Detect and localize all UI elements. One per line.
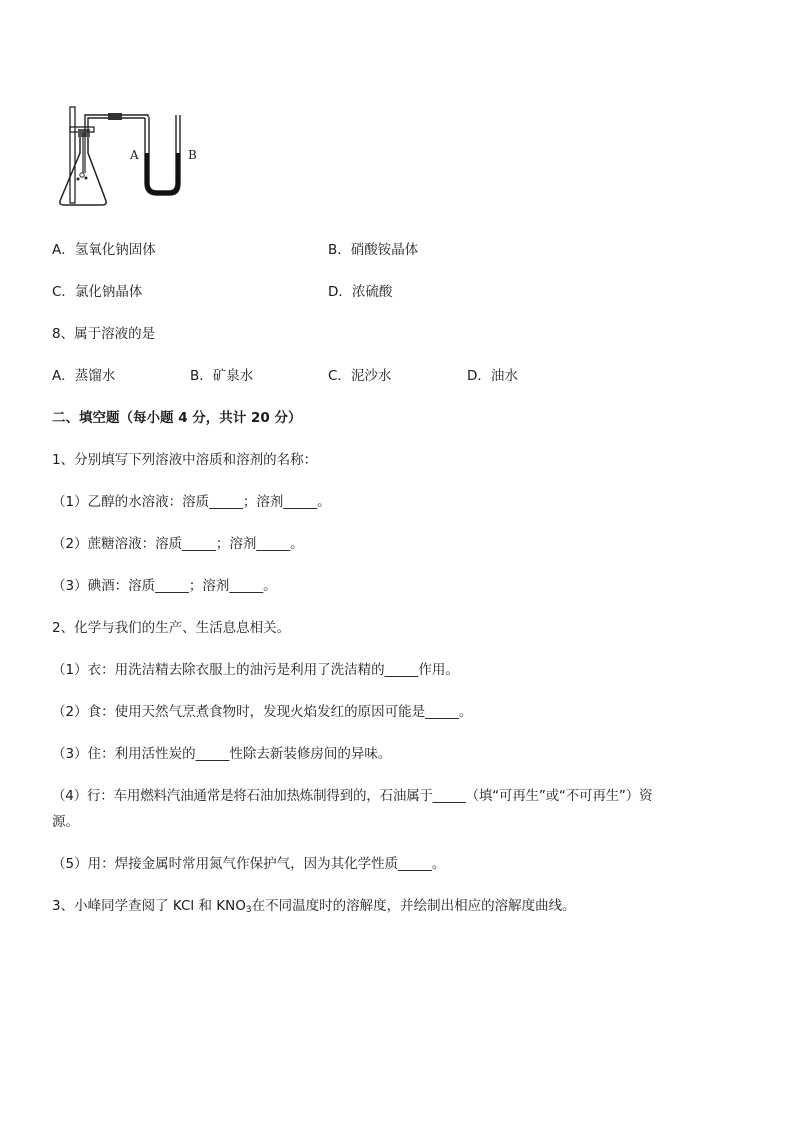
q8-option-a [52, 366, 115, 386]
option-letter: D． [467, 368, 491, 384]
q7-option-b [328, 240, 418, 260]
option-letter: A． [52, 242, 75, 258]
solid-sample [80, 173, 84, 177]
option-text: 泥沙水 [350, 368, 392, 384]
fill1-item-2: （2）蔗糖溶液：溶质_____；溶剂_____。 [52, 536, 304, 552]
fill2-item-2: （2）食：使用天然气烹煮食物时，发现火焰发红的原因可能是_____。 [52, 704, 473, 720]
label-b: B [188, 148, 197, 162]
option-letter: B． [190, 368, 213, 384]
q7-option-a [52, 240, 156, 260]
fill3-stem-after: 在不同温度时的溶解度，并绘制出相应的溶解度曲线。 [251, 898, 576, 914]
fill1-stem: 1、分别填写下列溶液中溶质和溶剂的名称： [52, 452, 318, 468]
label-a: A [130, 148, 139, 162]
u-tube [145, 115, 180, 195]
q8-option-d [467, 366, 518, 386]
fill2-item-1: （1）衣：用洗洁精去除衣服上的油污是利用了洗洁精的_____作用。 [52, 662, 459, 678]
option-text: 硝酸铵晶体 [350, 242, 419, 258]
option-text: 氯化钠晶体 [74, 284, 143, 300]
option-letter: C． [328, 368, 351, 384]
q8-stem: 8、属于溶液的是 [52, 326, 156, 342]
fill2-item-4: （4）行：车用燃料汽油通常是将石油加热炼制得到的，石油属于_____（填“可再生”或“不可再生”）资 [52, 788, 653, 804]
apparatus-figure [52, 103, 212, 211]
fill1-item-1: （1）乙醇的水溶液：溶质_____；溶剂_____。 [52, 494, 331, 510]
option-letter: B． [328, 242, 351, 258]
fill2-item-4-cont: 源。 [52, 814, 79, 830]
option-text: 氢氧化钠固体 [74, 242, 156, 258]
fill2-stem: 2、化学与我们的生产、生活息息相关。 [52, 620, 291, 636]
option-text: 油水 [490, 368, 518, 384]
option-text: 浓硫酸 [351, 284, 393, 300]
q8-option-c [328, 366, 391, 386]
option-text: 矿泉水 [212, 368, 254, 384]
fill2-item-3: （3）住：利用活性炭的_____性除去新装修房间的异味。 [52, 746, 392, 762]
u-tube-liquid [145, 153, 180, 195]
fill3-stem [52, 896, 576, 920]
fill3-stem-before: 3、小峰同学查阅了 KCl 和 KNO [52, 898, 246, 914]
fill1-item-3: （3）碘酒：溶质_____；溶剂_____。 [52, 578, 277, 594]
q7-option-c [52, 282, 142, 302]
option-letter: C． [52, 284, 75, 300]
option-text: 蒸馏水 [74, 368, 116, 384]
q8-option-b [190, 366, 253, 386]
option-letter: A． [52, 368, 75, 384]
fill3-subscript: 3 [245, 905, 252, 915]
fill2-item-5: （5）用：焊接金属时常用氮气作保护气，因为其化学性质_____。 [52, 856, 446, 872]
option-letter: D． [328, 284, 352, 300]
q7-option-d [328, 282, 392, 302]
rubber-connector [108, 113, 122, 120]
section-title: 二、填空题（每小题 4 分，共计 20 分） [52, 410, 302, 426]
stand-rod [70, 107, 75, 203]
